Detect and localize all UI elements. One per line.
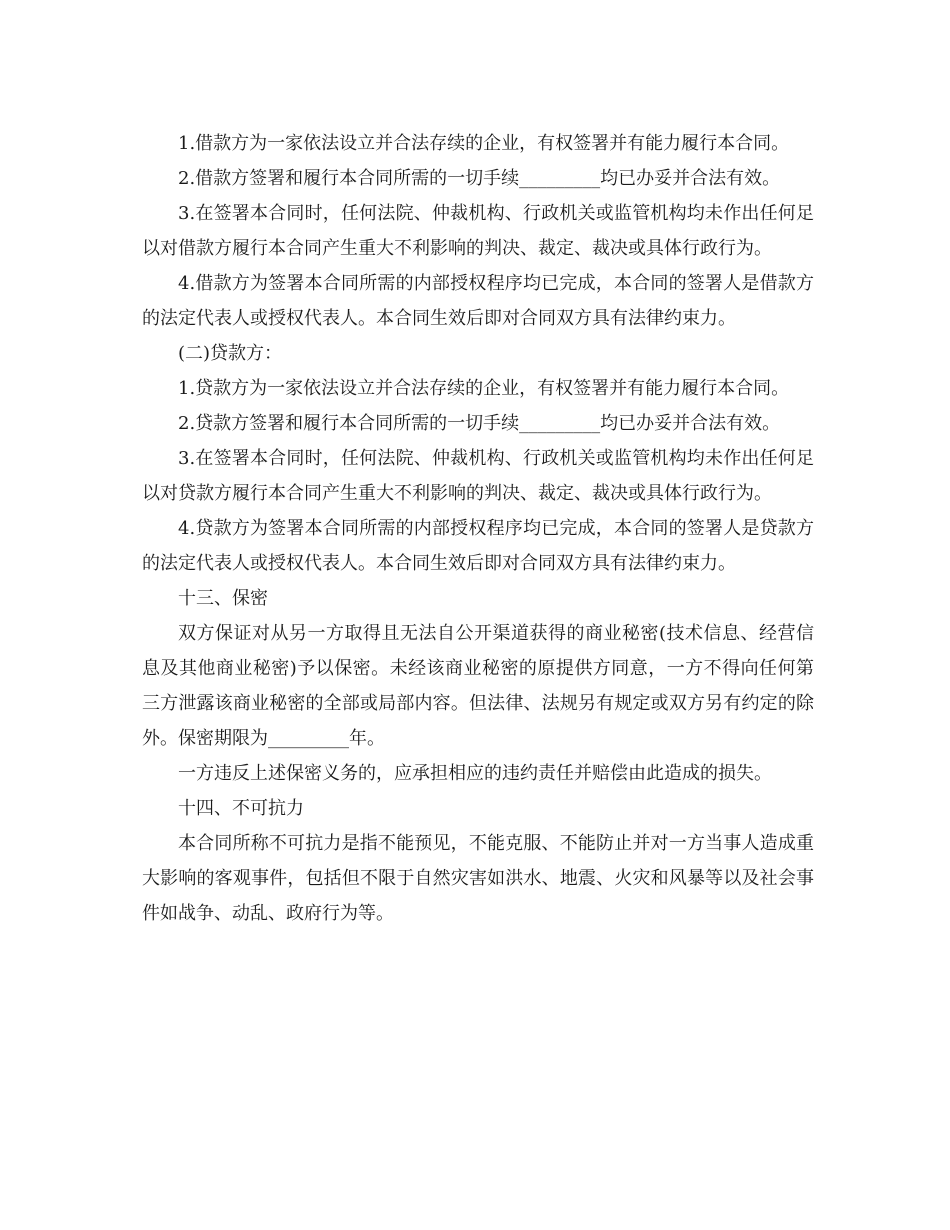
paragraph-force-majeure-1: 本合同所称不可抗力是指不能预见，不能克服、不能防止并对一方当事人造成重大影响的客观事件，包括但不限于自然灾害如洪水、地震、火灾和风暴等以及社会事件如战争、动乱、政府行为等。 bbox=[142, 833, 814, 924]
section-heading-lender: (二)贷款方： bbox=[178, 343, 283, 364]
paragraph-borrower-item-3: 3.在签署本合同时，任何法院、仲裁机构、行政机关或监管机构均未作出任何足以对借款方履行本合同产生重大不利影响的判决、裁定、裁决或具体行政行为。 bbox=[142, 203, 814, 259]
paragraph-confidentiality-1: 双方保证对从另一方取得且无法自公开渠道获得的商业秘密(技术信息、经营信息及其他商业秘密)予以保密。未经该商业秘密的原提供方同意，一方不得向任何第三方泄露该商业秘密的全部或局部内容。但法律、法规另有规定或双方另有约定的除外。保密期限为_________年。 bbox=[142, 623, 814, 749]
section-heading-confidentiality: 十三、保密 bbox=[178, 588, 268, 609]
paragraph-borrower-item-1: 1.借款方为一家依法设立并合法存续的企业，有权签署并有能力履行本合同。 bbox=[178, 133, 790, 154]
paragraph-lender-item-1: 1.贷款方为一家依法设立并合法存续的企业，有权签署并有能力履行本合同。 bbox=[178, 378, 790, 399]
document-body bbox=[142, 126, 814, 931]
paragraph-lender-item-4: 4.贷款方为签署本合同所需的内部授权程序均已完成，本合同的签署人是贷款方的法定代表人或授权代表人。本合同生效后即对合同双方具有法律约束力。 bbox=[142, 518, 814, 574]
paragraph-borrower-item-2: 2.借款方签署和履行本合同所需的一切手续_________均已办妥并合法有效。 bbox=[178, 168, 781, 189]
paragraph-lender-item-3: 3.在签署本合同时，任何法院、仲裁机构、行政机关或监管机构均未作出任何足以对贷款方履行本合同产生重大不利影响的判决、裁定、裁决或具体行政行为。 bbox=[142, 448, 814, 504]
paragraph-lender-item-2: 2.贷款方签署和履行本合同所需的一切手续_________均已办妥并合法有效。 bbox=[178, 413, 781, 434]
section-heading-force-majeure: 十四、不可抗力 bbox=[178, 798, 304, 819]
paragraph-borrower-item-4: 4.借款方为签署本合同所需的内部授权程序均已完成，本合同的签署人是借款方的法定代表人或授权代表人。本合同生效后即对合同双方具有法律约束力。 bbox=[142, 273, 814, 329]
paragraph-confidentiality-2: 一方违反上述保密义务的，应承担相应的违约责任并赔偿由此造成的损失。 bbox=[178, 763, 772, 784]
